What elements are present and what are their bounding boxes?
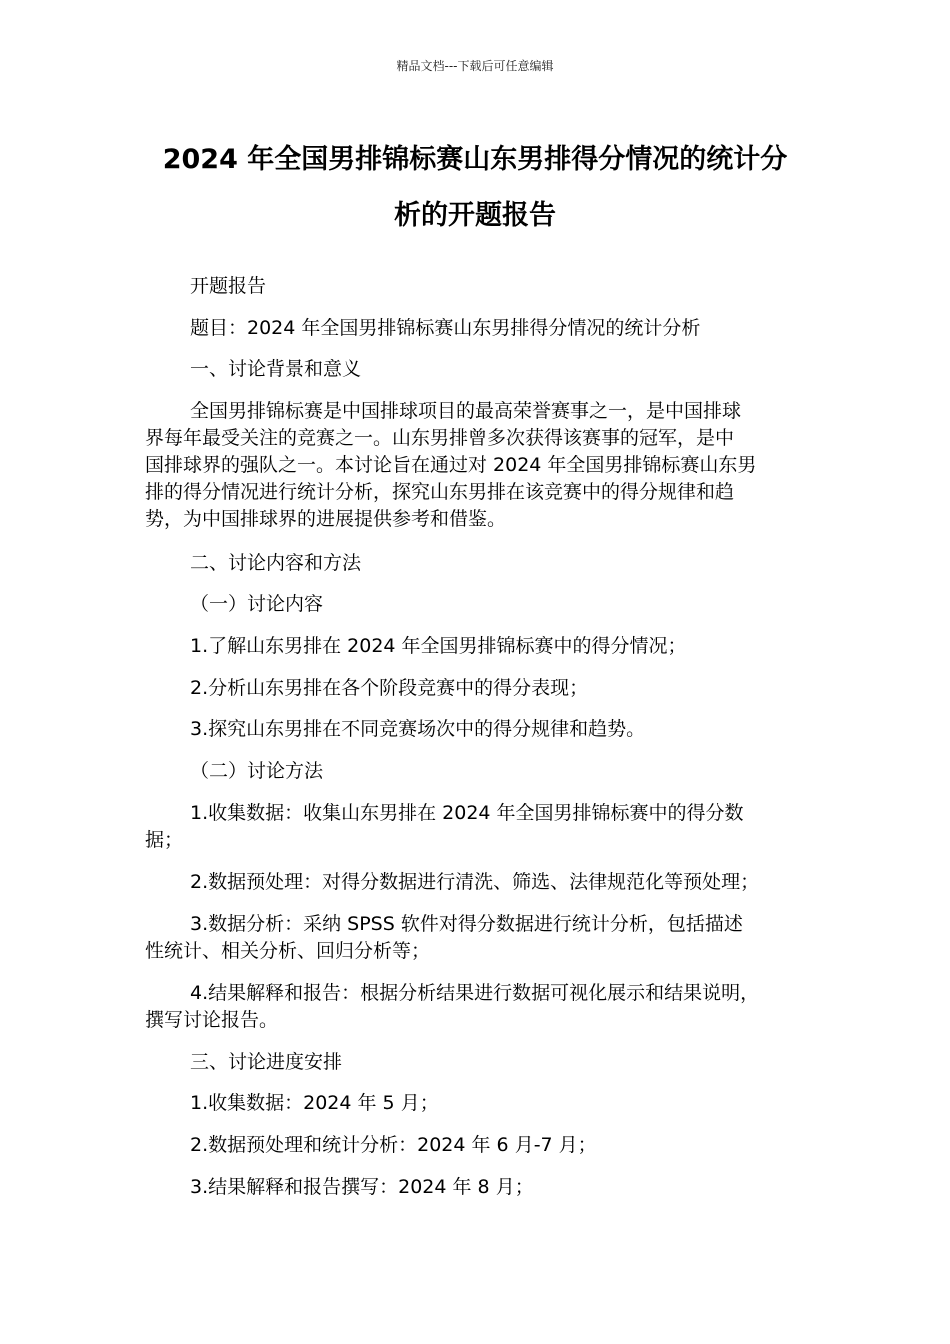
topic-line: 题目：2024 年全国男排锦标赛山东男排得分情况的统计分析 bbox=[190, 317, 701, 339]
list-item: 3.结果解释和报告撰写：2024 年 8 月； bbox=[190, 1176, 534, 1198]
list-item bbox=[145, 911, 815, 965]
paragraph-line: 全国男排锦标赛是中国排球项目的最高荣誉赛事之一，是中国排球 bbox=[190, 400, 742, 422]
paragraph-line: 1.收集数据：收集山东男排在 2024 年全国男排锦标赛中的得分数 bbox=[190, 802, 744, 824]
section-label-report: 开题报告 bbox=[190, 275, 267, 297]
paragraph-line: 势，为中国排球界的进展提供参考和借鉴。 bbox=[145, 508, 507, 530]
heading-background: 一、讨论背景和意义 bbox=[190, 358, 362, 380]
heading-schedule: 三、讨论进度安排 bbox=[190, 1051, 343, 1073]
list-item: 2.数据预处理和统计分析：2024 年 6 月-7 月； bbox=[190, 1134, 597, 1156]
paragraph-line: 排的得分情况进行统计分析，探究山东男排在该竞赛中的得分规律和趋 bbox=[145, 481, 735, 503]
list-item: 1.了解山东男排在 2024 年全国男排锦标赛中的得分情况； bbox=[190, 635, 687, 657]
title-line-2: 析的开题报告 bbox=[394, 200, 556, 231]
paragraph-line: 据； bbox=[145, 829, 184, 851]
list-item bbox=[145, 980, 815, 1034]
paragraph-background bbox=[145, 398, 815, 533]
paragraph-line: 性统计、相关分析、回归分析等； bbox=[145, 940, 431, 962]
heading-content-method: 二、讨论内容和方法 bbox=[190, 552, 362, 574]
paragraph-line: 界每年最受关注的竞赛之一。山东男排曾多次获得该赛事的冠军，是中 bbox=[145, 427, 735, 449]
list-item: 2.分析山东男排在各个阶段竞赛中的得分表现； bbox=[190, 677, 589, 699]
paragraph-line: 国排球界的强队之一。本讨论旨在通过对 2024 年全国男排锦标赛山东男 bbox=[145, 454, 757, 476]
subheading-content: （一）讨论内容 bbox=[190, 593, 324, 615]
title-line-1: 2024 年全国男排锦标赛山东男排得分情况的统计分 bbox=[162, 144, 788, 175]
list-item bbox=[145, 800, 815, 854]
paragraph-line: 4.结果解释和报告：根据分析结果进行数据可视化展示和结果说明， bbox=[190, 982, 760, 1004]
document-title bbox=[140, 132, 810, 244]
subheading-method: （二）讨论方法 bbox=[190, 760, 324, 782]
paragraph-line: 3.数据分析：采纳 SPSS 软件对得分数据进行统计分析，包括描述 bbox=[190, 913, 743, 935]
paragraph-line: 撰写讨论报告。 bbox=[145, 1009, 279, 1031]
list-item: 2.数据预处理：对得分数据进行清洗、筛选、法律规范化等预处理； bbox=[190, 871, 760, 893]
list-item: 3.探究山东男排在不同竞赛场次中的得分规律和趋势。 bbox=[190, 718, 646, 740]
header-note: 精品文档---下载后可任意编辑 bbox=[396, 59, 554, 73]
list-item: 1.收集数据：2024 年 5 月； bbox=[190, 1092, 439, 1114]
